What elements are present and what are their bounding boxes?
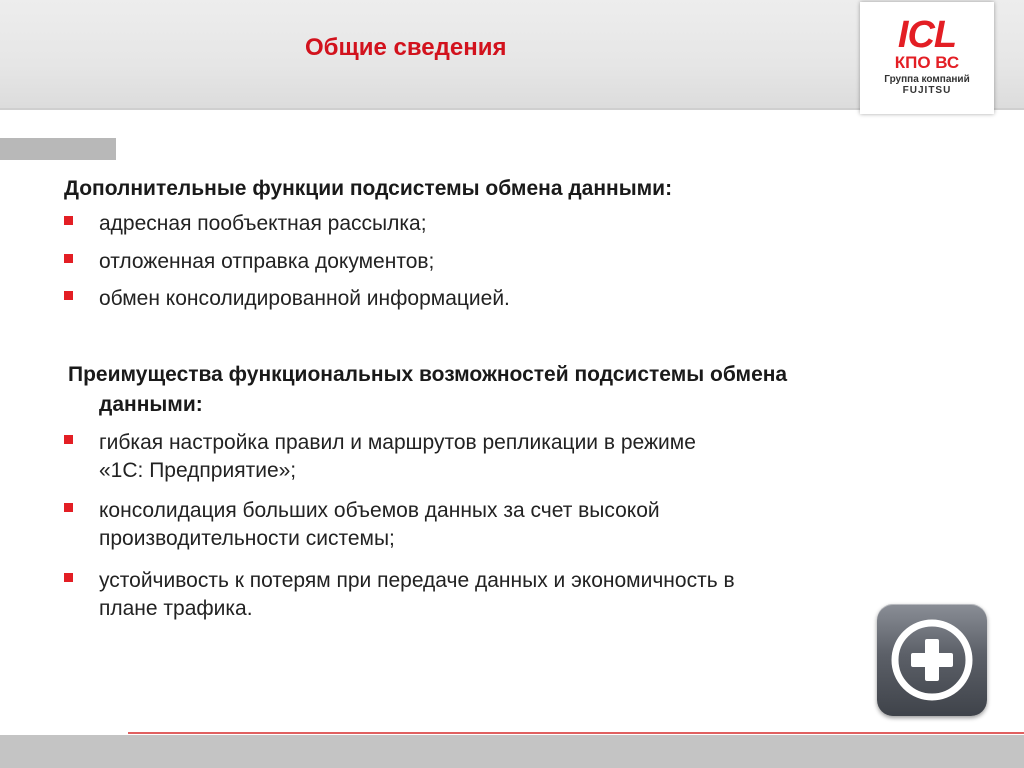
add-button[interactable] xyxy=(877,604,987,716)
list-item-line: производительности системы; xyxy=(99,527,395,550)
list-item-line: плане трафика. xyxy=(99,597,253,620)
bullet-icon xyxy=(64,503,73,512)
bullet-icon xyxy=(64,254,73,263)
bullet-icon xyxy=(64,573,73,582)
section1-heading: Дополнительные функции подсистемы обмена данными: xyxy=(64,177,673,200)
list-item-line: «1С: Предприятие»; xyxy=(99,459,297,482)
left-accent-bar xyxy=(0,138,116,160)
list-item: обмен консолидированной информацией. xyxy=(99,287,510,310)
bullet-icon xyxy=(64,435,73,444)
list-item xyxy=(99,567,919,623)
list-item xyxy=(99,497,919,553)
list-item: адресная пообъектная рассылка; xyxy=(99,212,427,235)
logo-parent-text: FUJITSU xyxy=(902,85,952,96)
logo-brand: ICL xyxy=(897,14,957,56)
logo-subbrand: КПО ВС xyxy=(894,53,960,72)
list-item: отложенная отправка документов; xyxy=(99,250,435,273)
slide-title: Общие сведения xyxy=(305,34,507,61)
bullet-icon xyxy=(64,291,73,300)
company-logo xyxy=(860,2,994,114)
list-item-line: гибкая настройка правил и маршрутов репликации в режиме xyxy=(99,431,696,454)
bullet-icon xyxy=(64,216,73,225)
plus-circle-icon xyxy=(877,604,987,716)
list-item-line: устойчивость к потерям при передаче данных и экономичность в xyxy=(99,569,735,592)
section2-heading-line1: Преимущества функциональных возможностей подсистемы обмена xyxy=(68,363,788,386)
list-item xyxy=(99,429,919,485)
list-item-line: консолидация больших объемов данных за счет высокой xyxy=(99,499,660,522)
logo-group-text: Группа компаний xyxy=(884,74,970,85)
footer-accent-line xyxy=(128,732,1024,734)
section2-heading-line2: данными: xyxy=(99,393,203,416)
footer-band xyxy=(0,735,1024,768)
